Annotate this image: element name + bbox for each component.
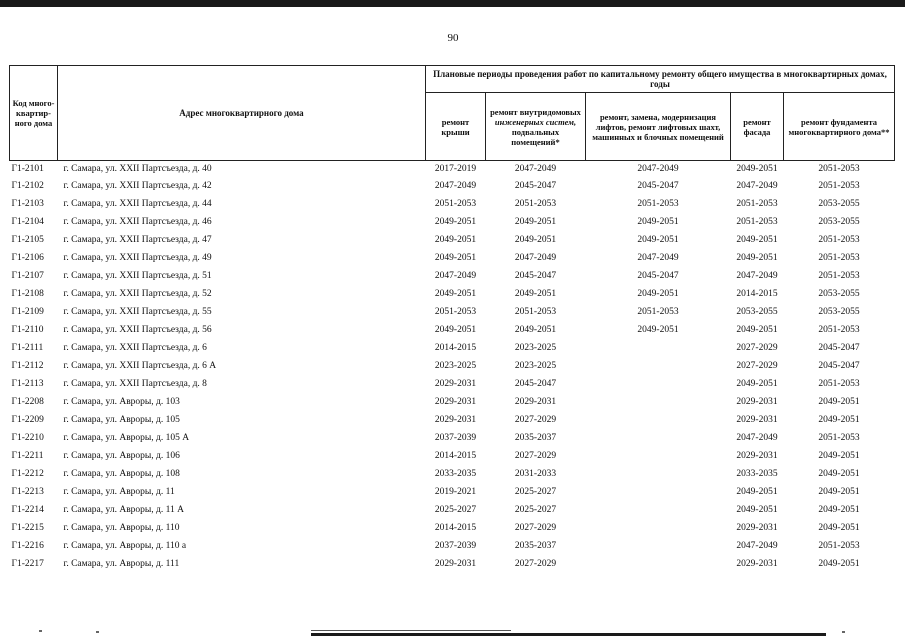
table-row	[10, 249, 895, 267]
bottom-border-line	[311, 633, 826, 636]
cell-address: г. Самара, ул. XXII Партсъезда, д. 51	[63, 271, 212, 281]
cell-elevators: 2047-2049	[637, 253, 679, 263]
cell-code: Г1-2213	[11, 487, 44, 497]
cell-elevators	[586, 375, 731, 393]
cell-roof: 2047-2049	[434, 181, 477, 191]
table-row	[10, 429, 895, 447]
cell-foundation: 2051-2053	[818, 181, 860, 191]
cell-address: г. Самара, ул. XXII Партсъезда, д. 46	[63, 217, 212, 227]
cell-address: г. Самара, ул. Авроры, д. 108	[63, 469, 180, 479]
cell-systems: 2045-2047	[514, 379, 557, 389]
cell-systems: 2047-2049	[514, 164, 557, 174]
cell-roof: 2014-2015	[434, 451, 477, 461]
cell-systems: 2051-2053	[514, 199, 557, 209]
cell-foundation: 2053-2055	[818, 307, 860, 317]
cell-systems: 2049-2051	[514, 289, 557, 299]
cell-systems: 2027-2029	[514, 415, 557, 425]
cell-facade: 2029-2031	[736, 559, 778, 569]
cell-foundation: 2053-2055	[818, 199, 860, 209]
cell-address: г. Самара, ул. Авроры, д. 110 а	[63, 541, 187, 551]
cell-foundation: 2051-2053	[818, 541, 860, 551]
cell-roof: 2049-2051	[434, 253, 477, 263]
cell-address: г. Самара, ул. Авроры, д. 103	[63, 397, 180, 407]
cell-elevators	[586, 393, 731, 411]
cell-roof: 2037-2039	[434, 433, 477, 443]
top-border-line	[0, 0, 905, 7]
cell-systems: 2023-2025	[514, 361, 557, 371]
cell-facade: 2014-2015	[736, 289, 778, 299]
cell-roof: 2049-2051	[434, 325, 477, 335]
cell-roof: 2033-2035	[434, 469, 477, 479]
cell-elevators: 2045-2047	[637, 181, 679, 191]
table-row	[10, 357, 895, 375]
table-row	[10, 519, 895, 537]
table-row	[10, 161, 895, 178]
cell-foundation: 2051-2053	[818, 235, 860, 245]
table-row	[10, 195, 895, 213]
table-row	[10, 339, 895, 357]
header-systems-post: подвальных помещений*	[511, 126, 560, 147]
table-row	[10, 501, 895, 519]
cell-roof: 2051-2053	[434, 199, 477, 209]
cell-systems: 2025-2027	[514, 505, 557, 515]
cell-elevators: 2045-2047	[637, 271, 679, 281]
cell-elevators: 2049-2051	[637, 289, 679, 299]
cell-facade: 2047-2049	[736, 271, 778, 281]
cell-address: г. Самара, ул. Авроры, д. 110	[63, 523, 180, 533]
scan-speck	[39, 630, 42, 632]
header-systems	[486, 93, 586, 161]
cell-foundation: 2049-2051	[818, 559, 860, 569]
cell-foundation: 2049-2051	[818, 487, 860, 497]
cell-facade: 2047-2049	[736, 541, 778, 551]
cell-foundation: 2051-2053	[818, 325, 860, 335]
cell-facade: 2029-2031	[736, 451, 778, 461]
cell-roof: 2017-2019	[434, 164, 477, 174]
cell-code: Г1-2113	[11, 379, 44, 389]
cell-foundation: 2049-2051	[818, 451, 860, 461]
table-row	[10, 375, 895, 393]
table-row	[10, 537, 895, 555]
cell-foundation: 2049-2051	[818, 415, 860, 425]
cell-address: г. Самара, ул. XXII Партсъезда, д. 49	[63, 253, 212, 263]
cell-roof: 2049-2051	[434, 289, 477, 299]
cell-address: г. Самара, ул. Авроры, д. 111	[63, 559, 180, 569]
cell-roof: 2014-2015	[434, 523, 477, 533]
page-number: 90	[447, 32, 459, 44]
cell-facade: 2049-2051	[736, 505, 778, 515]
cell-systems: 2051-2053	[514, 307, 557, 317]
cell-elevators	[586, 429, 731, 447]
cell-code: Г1-2104	[11, 217, 44, 227]
cell-address: г. Самара, ул. XXII Партсъезда, д. 55	[63, 307, 212, 317]
header-systems-pre: ремонт внутридомовых	[490, 106, 581, 117]
cell-facade: 2047-2049	[736, 433, 778, 443]
cell-systems: 2035-2037	[514, 433, 557, 443]
cell-code: Г1-2212	[11, 469, 44, 479]
cell-facade: 2049-2051	[736, 379, 778, 389]
cell-systems: 2049-2051	[514, 217, 557, 227]
cell-elevators	[586, 501, 731, 519]
table-row	[10, 303, 895, 321]
cell-code: Г1-2210	[11, 433, 44, 443]
cell-address: г. Самара, ул. XXII Партсъезда, д. 56	[63, 325, 212, 335]
cell-elevators	[586, 537, 731, 555]
table-row	[10, 483, 895, 501]
table-row	[10, 447, 895, 465]
table-row	[10, 555, 895, 573]
cell-foundation: 2053-2055	[818, 217, 860, 227]
cell-code: Г1-2108	[11, 289, 44, 299]
cell-code: Г1-2110	[11, 325, 44, 335]
repair-schedule-table	[9, 65, 895, 573]
cell-address: г. Самара, ул. Авроры, д. 11 А	[63, 505, 185, 515]
cell-systems: 2023-2025	[514, 343, 557, 353]
cell-facade: 2029-2031	[736, 397, 778, 407]
cell-address: г. Самара, ул. XXII Партсъезда, д. 44	[63, 199, 212, 209]
cell-facade: 2029-2031	[736, 415, 778, 425]
cell-facade: 2027-2029	[736, 343, 778, 353]
cell-code: Г1-2211	[11, 451, 44, 461]
cell-facade: 2047-2049	[736, 181, 778, 191]
table-row	[10, 177, 895, 195]
cell-elevators	[586, 357, 731, 375]
cell-code: Г1-2102	[11, 181, 44, 191]
cell-address: г. Самара, ул. XXII Партсъезда, д. 42	[63, 181, 212, 191]
cell-address: г. Самара, ул. XXII Партсъезда, д. 6 А	[63, 361, 217, 371]
cell-elevators	[586, 465, 731, 483]
table-row	[10, 411, 895, 429]
cell-address: г. Самара, ул. XXII Партсъезда, д. 40	[63, 164, 212, 174]
header-address: Адрес многоквартирного дома	[58, 66, 426, 161]
table-row	[10, 213, 895, 231]
header-roof: ремонт крыши	[426, 93, 486, 161]
cell-address: г. Самара, ул. XXII Партсъезда, д. 8	[63, 379, 207, 389]
header-code: Код много-квартир-ного дома	[10, 66, 58, 161]
cell-facade: 2049-2051	[736, 487, 778, 497]
cell-code: Г1-2209	[11, 415, 44, 425]
cell-elevators: 2047-2049	[637, 164, 679, 174]
cell-roof: 2037-2039	[434, 541, 477, 551]
cell-code: Г1-2103	[11, 199, 44, 209]
cell-code: Г1-2101	[11, 164, 44, 174]
bottom-thin-line	[311, 630, 511, 631]
cell-foundation: 2051-2053	[818, 271, 860, 281]
cell-roof: 2049-2051	[434, 235, 477, 245]
cell-code: Г1-2105	[11, 235, 44, 245]
cell-elevators	[586, 411, 731, 429]
cell-foundation: 2049-2051	[818, 397, 860, 407]
cell-systems: 2027-2029	[514, 559, 557, 569]
cell-systems: 2049-2051	[514, 235, 557, 245]
cell-elevators	[586, 555, 731, 573]
header-foundation: ремонт фундамента многоквартирного дома**	[784, 93, 895, 161]
cell-address: г. Самара, ул. Авроры, д. 11	[63, 487, 175, 497]
cell-systems: 2045-2047	[514, 271, 557, 281]
cell-roof: 2019-2021	[434, 487, 477, 497]
header-elevators: ремонт, замена, модернизация лифтов, ремонт лифтовых шахт, машинных и блочных помещений	[586, 93, 731, 161]
cell-roof: 2047-2049	[434, 271, 477, 281]
cell-code: Г1-2214	[11, 505, 44, 515]
cell-systems: 2027-2029	[514, 451, 557, 461]
cell-address: г. Самара, ул. Авроры, д. 105 А	[63, 433, 190, 443]
cell-foundation: 2051-2053	[818, 164, 860, 174]
cell-code: Г1-2217	[11, 559, 44, 569]
cell-roof: 2029-2031	[434, 559, 477, 569]
cell-roof: 2051-2053	[434, 307, 477, 317]
cell-facade: 2051-2053	[736, 199, 778, 209]
cell-foundation: 2051-2053	[818, 253, 860, 263]
cell-systems: 2045-2047	[514, 181, 557, 191]
cell-code: Г1-2107	[11, 271, 44, 281]
cell-elevators: 2051-2053	[637, 307, 679, 317]
table-row	[10, 231, 895, 249]
cell-elevators	[586, 519, 731, 537]
table-row	[10, 465, 895, 483]
cell-address: г. Самара, ул. XXII Партсъезда, д. 47	[63, 235, 212, 245]
cell-facade: 2027-2029	[736, 361, 778, 371]
cell-code: Г1-2208	[11, 397, 44, 407]
cell-roof: 2029-2031	[434, 379, 477, 389]
cell-elevators: 2049-2051	[637, 235, 679, 245]
cell-systems: 2047-2049	[514, 253, 557, 263]
cell-systems: 2027-2029	[514, 523, 557, 533]
cell-foundation: 2053-2055	[818, 289, 860, 299]
cell-address: г. Самара, ул. Авроры, д. 106	[63, 451, 180, 461]
cell-elevators: 2049-2051	[637, 217, 679, 227]
cell-code: Г1-2106	[11, 253, 44, 263]
cell-code: Г1-2216	[11, 541, 44, 551]
cell-roof: 2025-2027	[434, 505, 477, 515]
header-row-group	[10, 66, 895, 93]
cell-facade: 2033-2035	[736, 469, 778, 479]
table-row	[10, 393, 895, 411]
scan-speck	[96, 631, 99, 633]
scan-speck	[842, 631, 845, 633]
cell-code: Г1-2109	[11, 307, 44, 317]
cell-facade: 2049-2051	[736, 253, 778, 263]
header-facade: ремонт фасада	[731, 93, 784, 161]
cell-foundation: 2051-2053	[818, 379, 860, 389]
cell-roof: 2029-2031	[434, 397, 477, 407]
cell-code: Г1-2112	[11, 361, 44, 371]
table-row	[10, 321, 895, 339]
cell-roof: 2023-2025	[434, 361, 477, 371]
cell-roof: 2029-2031	[434, 415, 477, 425]
cell-systems: 2025-2027	[514, 487, 557, 497]
table-row	[10, 285, 895, 303]
cell-systems: 2049-2051	[514, 325, 557, 335]
cell-elevators	[586, 483, 731, 501]
cell-foundation: 2045-2047	[818, 361, 860, 371]
header-systems-em: инженерных систем,	[494, 116, 577, 127]
cell-elevators	[586, 447, 731, 465]
header-planned-periods: Плановые периоды проведения работ по капитальному ремонту общего имущества в многоквартирных домах, годы	[426, 66, 895, 93]
cell-facade: 2053-2055	[736, 307, 778, 317]
table-row	[10, 267, 895, 285]
cell-foundation: 2049-2051	[818, 505, 860, 515]
cell-elevators	[586, 339, 731, 357]
cell-facade: 2049-2051	[736, 325, 778, 335]
cell-address: г. Самара, ул. XXII Партсъезда, д. 6	[63, 343, 207, 353]
cell-foundation: 2049-2051	[818, 469, 860, 479]
cell-roof: 2049-2051	[434, 217, 477, 227]
cell-elevators: 2051-2053	[637, 199, 679, 209]
cell-address: г. Самара, ул. XXII Партсъезда, д. 52	[63, 289, 212, 299]
cell-facade: 2029-2031	[736, 523, 778, 533]
cell-systems: 2031-2033	[514, 469, 557, 479]
table-body	[10, 161, 895, 574]
cell-code: Г1-2215	[11, 523, 44, 533]
cell-systems: 2029-2031	[514, 397, 557, 407]
cell-foundation: 2051-2053	[818, 433, 860, 443]
cell-systems: 2035-2037	[514, 541, 557, 551]
cell-facade: 2049-2051	[736, 164, 778, 174]
cell-foundation: 2049-2051	[818, 523, 860, 533]
cell-address: г. Самара, ул. Авроры, д. 105	[63, 415, 180, 425]
cell-elevators: 2049-2051	[637, 325, 679, 335]
cell-facade: 2049-2051	[736, 235, 778, 245]
cell-foundation: 2045-2047	[818, 343, 860, 353]
cell-facade: 2051-2053	[736, 217, 778, 227]
cell-roof: 2014-2015	[434, 343, 477, 353]
cell-code: Г1-2111	[11, 343, 44, 353]
